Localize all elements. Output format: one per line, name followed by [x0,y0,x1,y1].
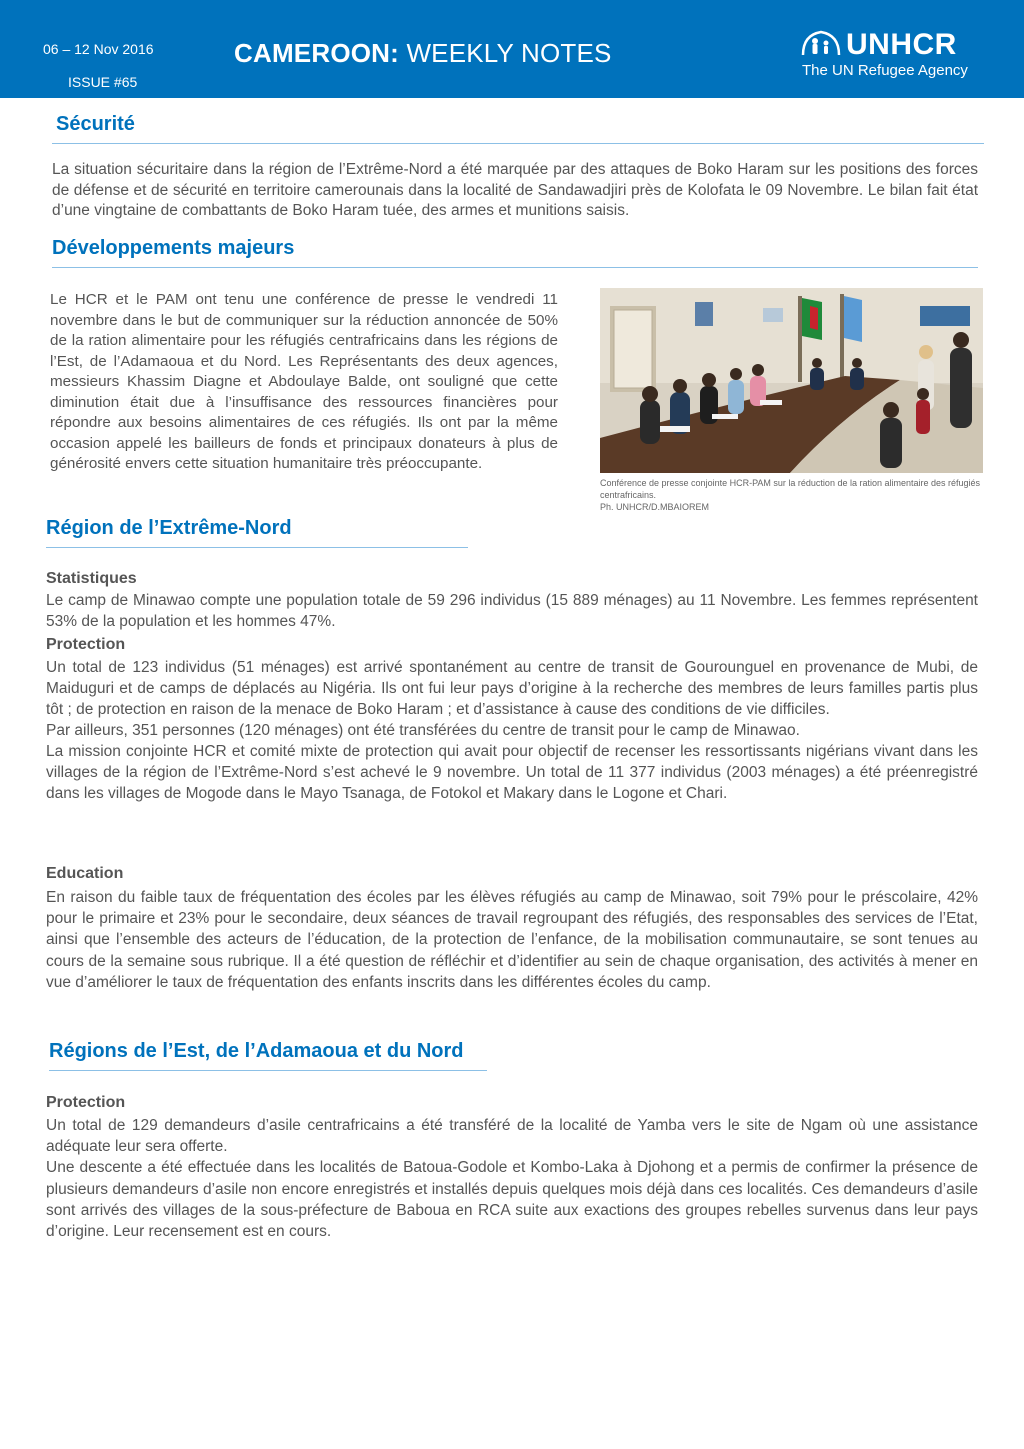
statistiques-paragraph: Le camp de Minawao compte une population totale de 59 296 individus (15 889 ménages) au 11 Novembre. Les femmes représentent 53% de la population et les hommes 47%. [46,592,978,630]
photo-caption-text: Conférence de presse conjointe HCR-PAM sur la réduction de la ration alimentaire des réfugiés centrafricains. [600,478,981,500]
press-conference-photo [600,288,983,473]
section-divider [52,267,978,268]
subheading-education: Education [46,865,124,882]
protection-paragraph-2: Par ailleurs, 351 personnes (120 ménages) ont été transférées du centre de transit pour le camp de Minawao. [46,722,800,739]
logo-tagline: The UN Refugee Agency [802,62,968,79]
photo-credit: Ph. UNHCR/D.MBAIOREM [600,502,710,512]
section-title-extreme-nord: Région de l’Extrême-Nord [46,517,292,539]
report-date: 06 – 12 Nov 2016 [43,41,154,57]
protection-paragraph-1: Un total de 123 individus (51 ménages) est arrivé spontanément au centre de transit de Gourounguel en provenance de Mubi, de Maiduguri et de camps de déplacés au Nigéria. Ils ont fui leur pays d’origine à la recherche des membres de leurs familles partis plus tôt ; de protection en raison de la menace de Boko Haram ; et d’assistance à cause des conditions de vie difficiles. [46,659,978,718]
est-paragraph-1: Un total de 129 demandeurs d’asile centrafricains a été transféré de la localité de Yamba vers le site de Ngam où une assistance adéquate leur sera offerte. [46,1117,978,1156]
section-title-developpements: Développements majeurs [52,237,295,259]
report-title [234,38,612,69]
securite-paragraph: La situation sécuritaire dans la région de l’Extrême-Nord a été marquée par des attaques de Boko Haram sur les positions des forces de défense et de sécurité en territoire camerounais dans la localité de Sandawadjiri près de Kolofata le 09 Novembre. Le bilan fait état d’une vingtaine de combattants de Boko Haram tuée, des armes et munitions saisis. [52,161,978,219]
subheading-protection: Protection [46,636,126,653]
developpements-paragraph: Le HCR et le PAM ont tenu une conférence de presse le vendredi 11 novembre dans le but de communiquer sur la réduction annoncée de 50% de la ration alimentaire pour les réfugiés centrafricains dans les régions de l’Est, de l’Adamaoua et du Nord. Les Représentants des deux agences, messieurs Khassim Diagne et Abdoulaye Balde, ont souligné que cette diminution était due à l’insuffisance des ressources financières pour répondre aux besoins alimentaires de ces réfugiés. Ils ont par la même occasion appelé les bailleurs de fonds et principaux donateurs à plus de générosité envers cette situation humanitaire très préoccupante. [50,291,558,472]
est-paragraph-2: Une descente a été effectuée dans les localités de Batoua-Godole et Kombo-Laka à Djohong et a permis de confirmer la présence de plusieurs demandeurs d’asile non encore enregistrés et installés depuis quelques mois déjà dans ces localités. Ces demandeurs d’asile sont arrivés des villages de la sous-préfecture de Baboua en RCA suite aux exactions des groupes rebelles survenus dans leur pays d’origine. Leur recensement est en cours. [46,1159,978,1241]
section-divider [52,143,984,144]
education-paragraph: En raison du faible taux de fréquentation des écoles par les élèves réfugiés au camp de Minawao, soit 79% pour le préscolaire, 42% pour le primaire et 23% pour le secondaire, deux séances de travail regroupant des réfugiés, des responsables des services de l’Etat, ainsi que l’ensemble des acteurs de l’éducation, de la protection de l’enfance, de la mobilisation communautaire, se sont tenues au cours de la semaine sous rubrique. Il a été question de réfléchir et d’identifier au sein de chaque organisation, des activités à mener en vue d’améliorer le taux de fréquentation des enfants inscrits dans les différentes écoles du camp. [46,889,978,991]
protection-paragraph-3: La mission conjointe HCR et comité mixte de protection qui avait pour objectif de recenser les ressortissants nigérians vivant dans les villages de la région de l’Extrême-Nord s’est achevé le 9 novembre. Un total de 11 377 individus (2003 ménages) a été préenregistré dans les villages de Mogode dans le Mayo Tsanaga, de Fotokol et Makary dans le Logone et Chari. [46,743,978,802]
section-divider [46,547,468,548]
subheading-protection-est: Protection [46,1094,126,1111]
report-title-country: CAMEROON: [234,38,400,68]
unhcr-people-shelter-icon [800,29,842,59]
unhcr-logo [800,28,990,84]
protection-paragraphs [46,657,978,804]
est-protection-paragraphs [46,1115,978,1242]
photo-caption [600,477,985,513]
issue-number: ISSUE #65 [68,74,138,90]
section-title-securite: Sécurité [56,113,135,135]
page-header [0,0,1024,98]
logo-wordmark: UNHCR [846,28,957,61]
report-title-rest: WEEKLY NOTES [399,38,612,68]
section-divider [49,1070,487,1071]
section-title-est: Régions de l’Est, de l’Adamaoua et du Nord [49,1040,464,1062]
press-conference-image [600,288,983,473]
subheading-statistiques: Statistiques [46,570,137,587]
